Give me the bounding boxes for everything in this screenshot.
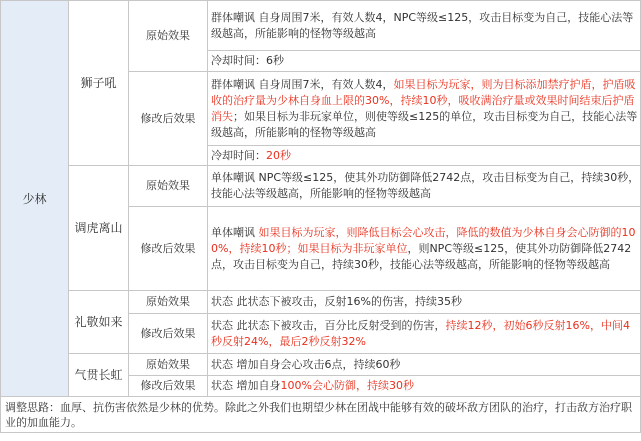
effect-text-segment: ；如果目标为非玩家单位，则使等级≤125的单位，攻击目标变为自己，技能心法等级越高，所能影响的怪物等级越高: [211, 109, 638, 139]
modified-effect-text: [208, 207, 641, 291]
table-row: [1, 1, 641, 51]
original-effect-text: 单体嘲讽 NPC等级≤125，使其外功防御降低2742点，攻击目标变为自己，持续30秒，技能心法等级越高，所能影响的怪物等级越高: [208, 166, 641, 207]
modified-effect-label: 修改后效果: [129, 72, 208, 166]
original-effect-label: 原始效果: [129, 354, 208, 376]
effect-text-segment: 状态 增加自身: [211, 379, 281, 392]
highlighted-change-text: 如果目标为玩家，则为目标添加禁疗护盾，护盾吸收的治疗量为少林自身血上限的30%，持续10秒，吸收满治疗量或效果时间结束后护盾消失: [211, 77, 636, 123]
highlighted-change-text: 如果目标为玩家，则降低目标会心攻击，降低的数值为少林自身会心防御的100%，持续10秒；如果目标为非玩家单位: [211, 225, 636, 255]
cooldown-label: 冷却时间：: [211, 148, 266, 162]
cooldown-cell: [208, 51, 641, 72]
modified-effect-text: [208, 376, 641, 397]
skill-name-cell: 调虎离山: [69, 166, 129, 291]
effect-text-segment: ，则NPC等级≤125，使其外功防御降低2742点，攻击目标变为自己，持续30秒，技能心法等级越高，所能影响的怪物等级越高: [211, 241, 632, 271]
modified-effect-text: [208, 314, 641, 354]
original-effect-label: 原始效果: [129, 291, 208, 314]
original-effect-text: 状态 增加自身会心攻击6点，持续60秒: [208, 354, 641, 376]
effect-text-segment: 群体嘲讽 自身周围7米，有效人数4，: [211, 77, 394, 91]
highlighted-change-text: 持续12秒，初始6秒反射16%，中间4秒反射24%，最后2秒反射32%: [211, 318, 630, 348]
original-effect-label: 原始效果: [129, 1, 208, 72]
table-row: [1, 397, 641, 433]
cooldown-cell: [208, 146, 641, 166]
class-name-cell: 少林: [1, 1, 69, 397]
table-row: [1, 291, 641, 314]
highlighted-change-text: 100%会心防御，持续30秒: [280, 379, 414, 392]
cooldown-label: 冷却时间：: [211, 54, 266, 67]
skill-name-cell: 狮子吼: [69, 1, 129, 166]
skill-name-cell: 气贯长虹: [69, 354, 129, 397]
cooldown-value: 6秒: [266, 54, 284, 67]
modified-effect-label: 修改后效果: [129, 207, 208, 291]
effect-text-segment: 单体嘲讽: [211, 225, 259, 239]
adjustment-note: 调整思路：血厚、抗伤害依然是少林的优势。除此之外我们也期望少林在团战中能够有效的破坏敌方团队的治疗，打击敌方治疗职业的加血能力。: [1, 397, 641, 433]
modified-effect-label: 修改后效果: [129, 314, 208, 354]
original-effect-text: 状态 此状态下被攻击，反射16%的伤害，持续35秒: [208, 291, 641, 314]
table-row: [1, 166, 641, 207]
original-effect-text: 群体嘲讽 自身周围7米，有效人数4，NPC等级≤125，攻击目标变为自己，技能心法等级越高，所能影响的怪物等级越高: [208, 1, 641, 51]
modified-effect-text: [208, 72, 641, 146]
table-row: [1, 354, 641, 376]
original-effect-label: 原始效果: [129, 166, 208, 207]
skill-name-cell: 礼敬如来: [69, 291, 129, 354]
modified-effect-label: 修改后效果: [129, 376, 208, 397]
effect-text-segment: 状态 此状态下被攻击，百分比反射受到的伤害，: [211, 318, 446, 332]
cooldown-value: 20秒: [266, 148, 291, 162]
